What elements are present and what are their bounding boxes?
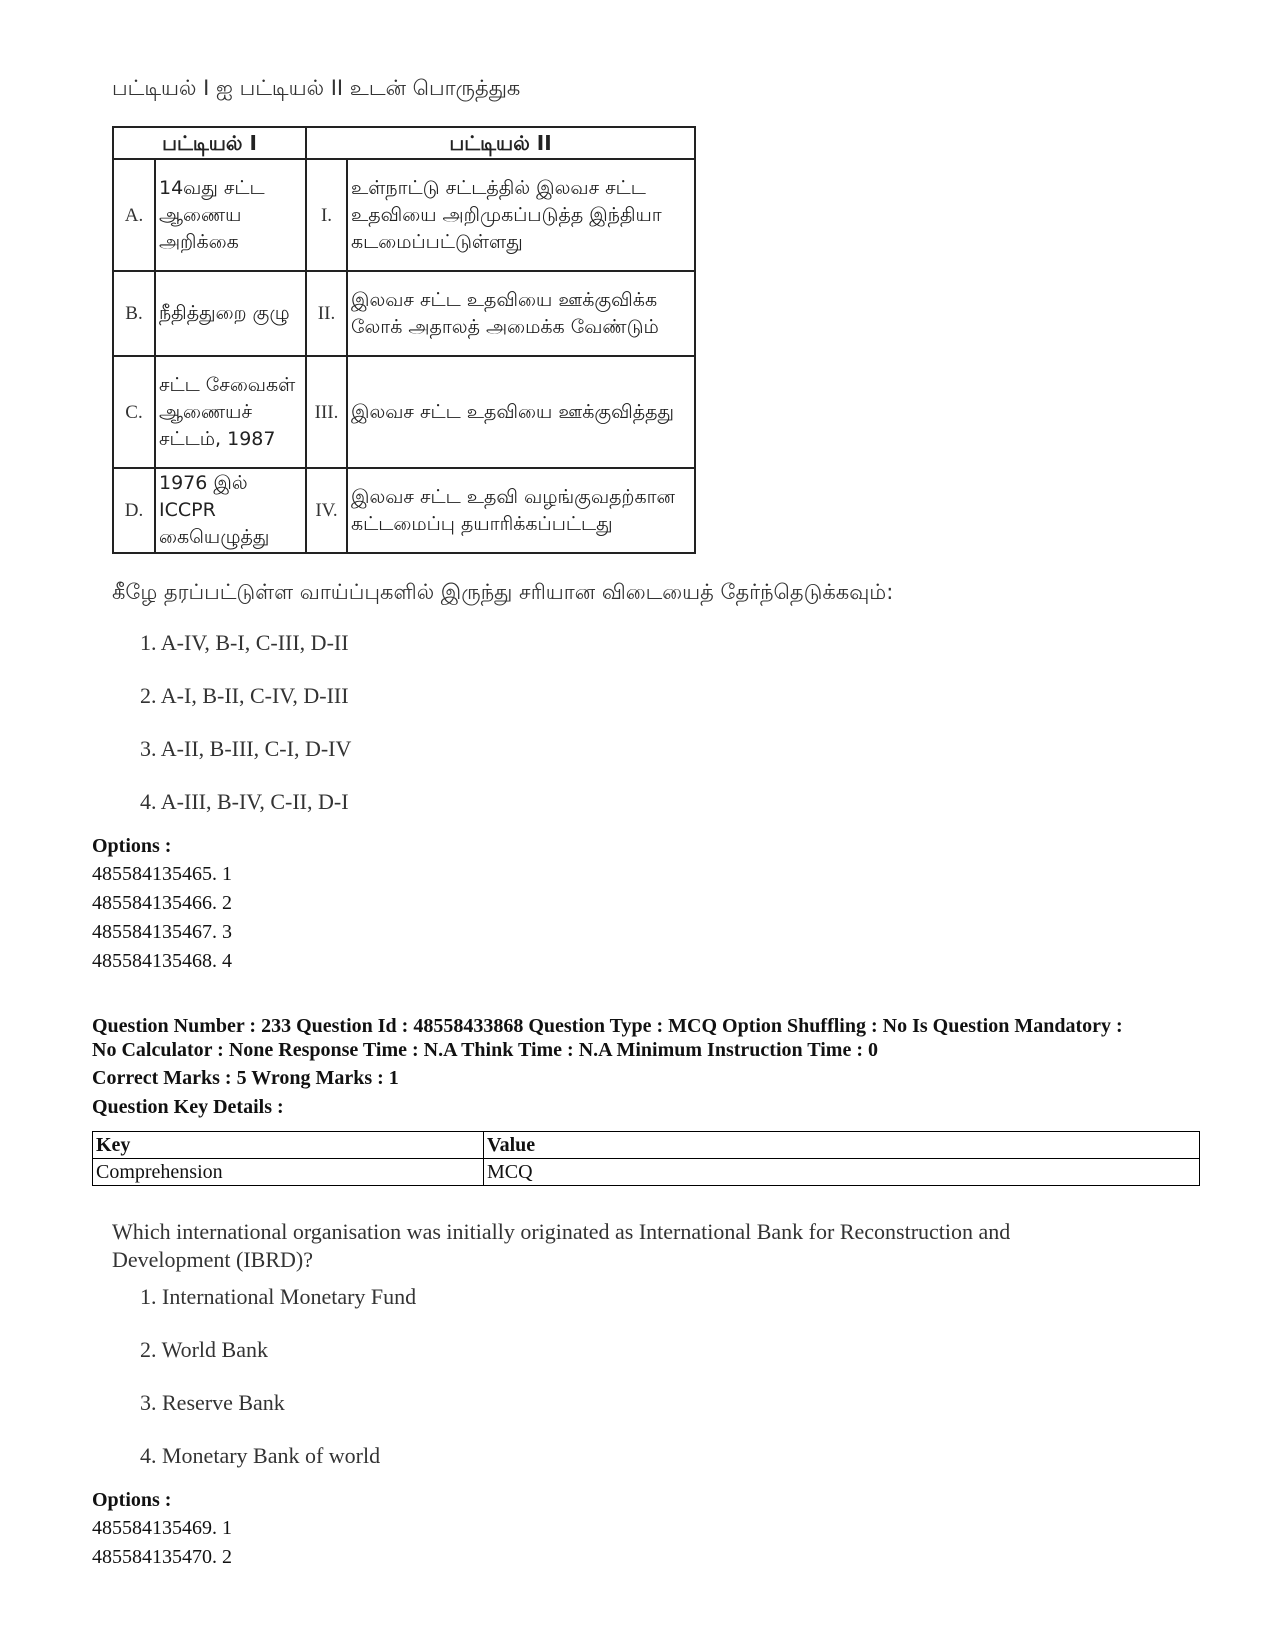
marks-info: Correct Marks : 5 Wrong Marks : 1 — [92, 1067, 399, 1089]
list-2-item: இலவச சட்ட உதவி வழங்குவதற்கான கட்டமைப்பு தயாரிக்கப்பட்டது — [347, 468, 695, 553]
list-1-item: நீதித்துறை குழு — [155, 271, 306, 356]
options-label: Options : — [92, 835, 172, 857]
list-2-item: இலவச சட்ட உதவியை ஊக்குவிக்க லோக் அதாலத் அமைக்க வேண்டும் — [347, 271, 695, 356]
option-id: 485584135468. 4 — [92, 950, 232, 972]
row-numeral: IV. — [306, 468, 347, 553]
list-2-item: இலவச சட்ட உதவியை ஊக்குவித்தது — [347, 356, 695, 468]
list-2-item: உள்நாட்டு சட்டத்தில் இலவச சட்ட உதவியை அறிமுகப்படுத்த இந்தியா கடமைப்பட்டுள்ளது — [347, 159, 695, 271]
table-row — [113, 468, 695, 553]
row-letter: D. — [113, 468, 155, 553]
options-label: Options : — [92, 1489, 172, 1511]
answer-choice: 3. Reserve Bank — [140, 1390, 285, 1415]
table-row — [113, 271, 695, 356]
row-letter: B. — [113, 271, 155, 356]
row-numeral: I. — [306, 159, 347, 271]
option-id: 485584135467. 3 — [92, 921, 232, 943]
option-id: 485584135470. 2 — [92, 1546, 232, 1568]
list-1-item: 14வது சட்ட ஆணைய அறிக்கை — [155, 159, 306, 271]
row-letter: C. — [113, 356, 155, 468]
match-table — [112, 126, 696, 554]
answer-choice: 4. Monetary Bank of world — [140, 1443, 381, 1468]
option-id: 485584135465. 1 — [92, 863, 232, 885]
list-1-item: சட்ட சேவைகள் ஆணையச் சட்டம், 1987 — [155, 356, 306, 468]
answer-choice: 2. A-I, B-II, C-IV, D-III — [140, 683, 349, 708]
key-cell: Comprehension — [93, 1159, 484, 1186]
key-column-header: Key — [93, 1132, 484, 1159]
match-table-header — [113, 127, 695, 159]
value-cell: MCQ — [484, 1159, 1200, 1186]
key-details-label: Question Key Details : — [92, 1096, 284, 1118]
table-row — [93, 1159, 1200, 1186]
question-prompt: பட்டியல் I ஐ பட்டியல் II உடன் பொருத்துக — [112, 76, 521, 100]
answer-choice: 2. World Bank — [140, 1337, 268, 1362]
option-id: 485584135469. 1 — [92, 1517, 232, 1539]
list-1-item: 1976 இல் ICCPR கையெழுத்து — [155, 468, 306, 553]
option-id: 485584135466. 2 — [92, 892, 232, 914]
row-numeral: II. — [306, 271, 347, 356]
list-1-heading: பட்டியல் I — [113, 127, 306, 159]
question-text: Which international organisation was initially originated as International Bank for Reconstruction and Development (IBRD)? — [112, 1219, 1011, 1272]
answer-choice: 1. International Monetary Fund — [140, 1284, 417, 1309]
list-2-heading: பட்டியல் II — [306, 127, 695, 159]
answer-choice: 4. A-III, B-IV, C-II, D-I — [140, 789, 349, 814]
row-letter: A. — [113, 159, 155, 271]
row-numeral: III. — [306, 356, 347, 468]
table-row — [113, 356, 695, 468]
answer-choice: 3. A-II, B-III, C-I, D-IV — [140, 736, 352, 761]
table-row — [113, 159, 695, 271]
question-meta: No Calculator : None Response Time : N.A Think Time : N.A Minimum Instruction Time : 0 — [92, 1039, 878, 1061]
value-column-header: Value — [484, 1132, 1200, 1159]
question-instruction: கீழே தரப்பட்டுள்ள வாய்ப்புகளில் இருந்து சரியான விடையைத் தேர்ந்தெடுக்கவும்: — [112, 580, 894, 604]
answer-choice: 1. A-IV, B-I, C-III, D-II — [140, 630, 349, 655]
table-header-row — [93, 1132, 1200, 1159]
key-details-table — [92, 1131, 1200, 1186]
question-meta: Question Number : 233 Question Id : 48558433868 Question Type : MCQ Option Shuffling : No Is Question Mandatory : — [92, 1015, 1123, 1037]
